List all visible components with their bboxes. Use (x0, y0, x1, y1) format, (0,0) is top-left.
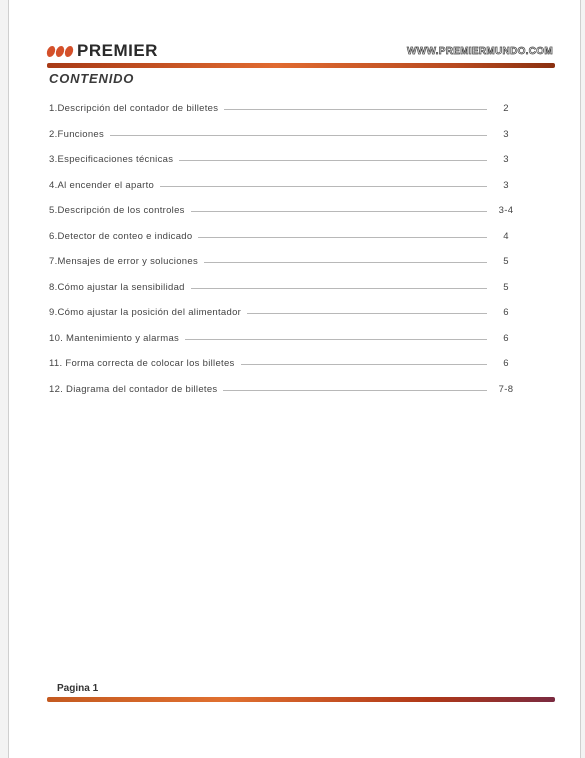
table-of-contents (49, 96, 519, 402)
toc-leader-line (241, 364, 487, 365)
toc-entry (49, 173, 519, 199)
toc-leader-line (185, 339, 487, 340)
toc-entry-page: 3 (503, 154, 509, 166)
footer-divider (47, 697, 555, 702)
toc-entry (49, 224, 519, 250)
toc-entry (49, 275, 519, 301)
toc-entry (49, 249, 519, 275)
toc-leader-line (224, 109, 487, 110)
toc-entry (49, 326, 519, 352)
website-url: WWW.PREMIERMUNDO.COM (407, 46, 553, 57)
toc-entry-label: 9.Cómo ajustar la posición del alimentador (49, 307, 242, 319)
page-title: CONTENIDO (49, 71, 135, 86)
toc-entry (49, 377, 519, 403)
toc-entry-label: 7.Mensajes de error y soluciones (49, 256, 199, 268)
toc-entry-label: 8.Cómo ajustar la sensibilidad (49, 281, 185, 293)
toc-entry-label: 11. Forma correcta de colocar los billetes (49, 358, 235, 370)
toc-entry-page: 5 (503, 281, 509, 293)
header-divider (47, 63, 555, 68)
toc-entry-label: 10. Mantenimiento y alarmas (49, 332, 180, 344)
toc-entry (49, 147, 519, 173)
toc-leader-line (204, 262, 487, 263)
toc-leader-line (198, 237, 487, 238)
toc-entry-page: 6 (503, 332, 509, 344)
toc-entry-page: 2 (503, 103, 509, 115)
document-page (8, 0, 581, 758)
toc-entry (49, 300, 519, 326)
toc-entry-label: 4.Al encender el aparto (49, 179, 155, 191)
logo-dots-icon (47, 46, 74, 57)
toc-entry-label: 3.Especificaciones técnicas (49, 154, 174, 166)
toc-entry-page: 6 (503, 307, 509, 319)
toc-entry-page: 5 (503, 256, 509, 268)
toc-entry-label: 12. Diagrama del contador de billetes (49, 383, 218, 395)
toc-entry-page: 3-4 (498, 205, 514, 217)
toc-entry-label: 6.Detector de conteo e indicado (49, 230, 193, 242)
toc-leader-line (191, 288, 487, 289)
toc-entry (49, 351, 519, 377)
toc-entry-page: 7-8 (498, 383, 514, 395)
toc-entry (49, 198, 519, 224)
toc-leader-line (191, 211, 487, 212)
toc-entry-label: 5.Descripción de los controles (49, 205, 185, 217)
toc-entry-label: 1.Descripción del contador de billetes (49, 103, 219, 115)
toc-leader-line (179, 160, 487, 161)
toc-leader-line (223, 390, 487, 391)
toc-entry-page: 3 (503, 179, 509, 191)
toc-leader-line (160, 186, 487, 187)
page-number-label: Pagina 1 (57, 683, 99, 694)
toc-entry (49, 122, 519, 148)
toc-leader-line (247, 313, 487, 314)
brand-name: PREMIER (77, 41, 158, 60)
toc-entry-page: 4 (503, 230, 509, 242)
toc-entry-page: 6 (503, 358, 509, 370)
toc-entry-page: 3 (503, 128, 509, 140)
toc-entry (49, 96, 519, 122)
toc-entry-label: 2.Funciones (49, 128, 105, 140)
toc-leader-line (110, 135, 487, 136)
premier-logo (47, 42, 158, 60)
